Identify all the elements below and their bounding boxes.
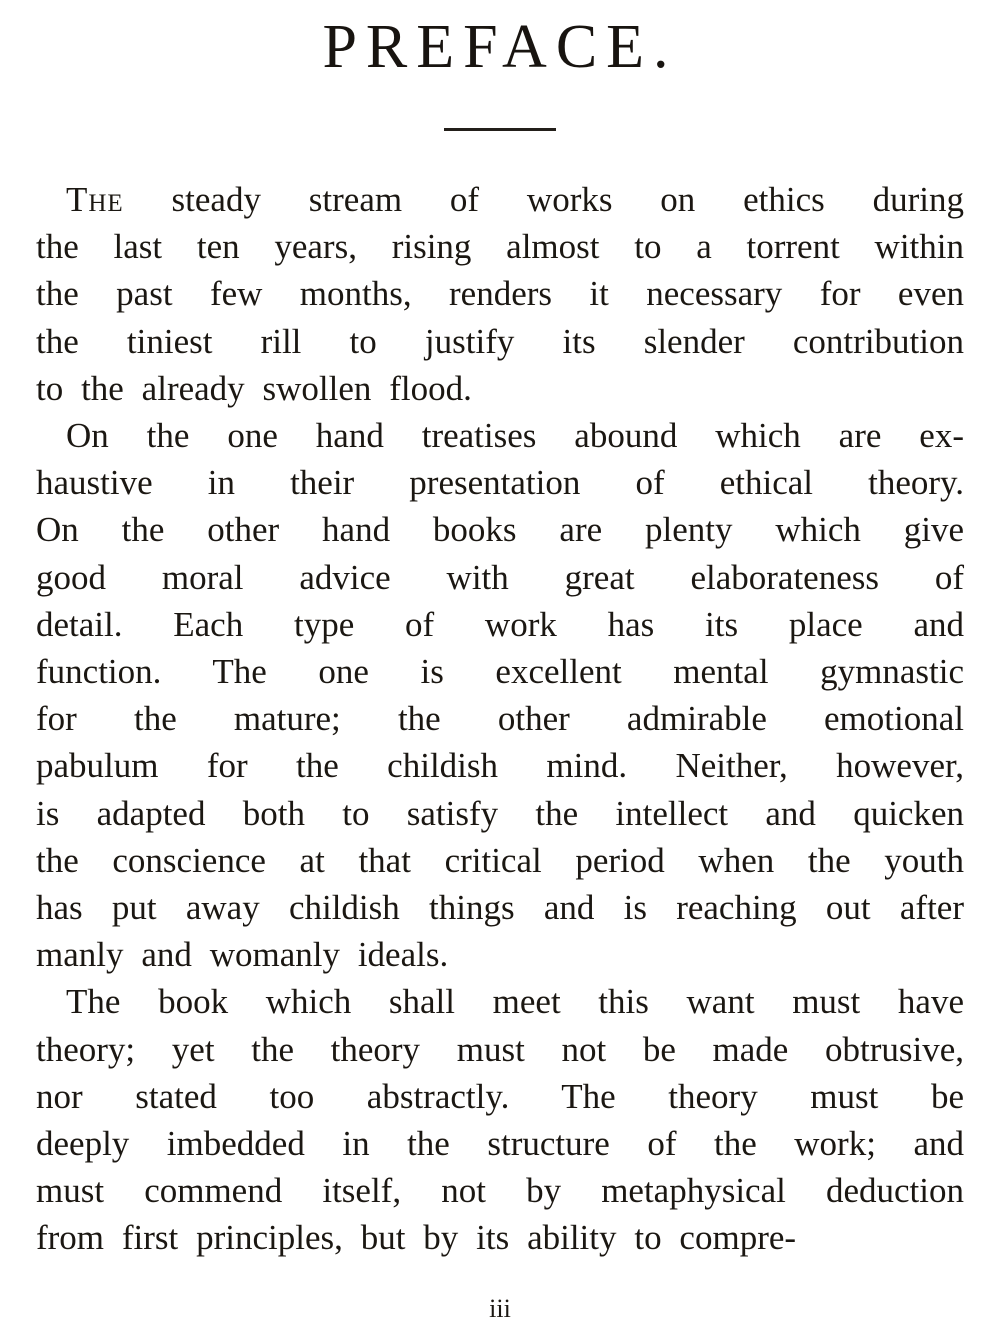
text-line: the past few months, renders it necessary for even — [36, 274, 964, 314]
text-line: theory; yet the theory must not be made obtrusive, — [36, 1029, 964, 1069]
text-line: deeply imbedded in the structure of the work; and — [36, 1124, 964, 1164]
smallcaps-word: The — [66, 180, 124, 219]
text-line: the last ten years, rising almost to a torrent within — [36, 227, 964, 267]
paragraph — [36, 412, 964, 978]
text-line: pabulum for the childish mind. Neither, however, — [36, 746, 964, 786]
page-title: PREFACE. — [322, 13, 678, 81]
preface-text — [36, 176, 964, 1262]
text-line: is adapted both to satisfy the intellect and quicken — [36, 793, 964, 833]
text-line: function. The one is excellent mental gymnastic — [36, 652, 964, 692]
text-line: On the one hand treatises abound which are ex- — [66, 416, 964, 456]
text-line: for the mature; the other admirable emotional — [36, 699, 964, 739]
paragraph — [36, 978, 964, 1261]
text-line: The steady stream of works on ethics during — [66, 180, 964, 219]
text-line: manly and womanly ideals. — [36, 935, 449, 975]
text-line: haustive in their presentation of ethical theory. — [36, 463, 964, 503]
text-line: must commend itself, not by metaphysical deduction — [36, 1171, 964, 1211]
paragraph — [36, 176, 964, 412]
text-line: has put away childish things and is reaching out after — [36, 888, 964, 928]
text-line: to the already swollen flood. — [36, 368, 472, 408]
text-line: the conscience at that critical period when the youth — [36, 840, 964, 880]
text-line: The book which shall meet this want must have — [66, 982, 964, 1022]
title-divider — [444, 128, 556, 131]
text-line: good moral advice with great elaborateness of — [36, 557, 964, 597]
text-line: nor stated too abstractly. The theory must be — [36, 1076, 964, 1116]
text-line: the tiniest rill to justify its slender contribution — [36, 321, 964, 361]
text-line: On the other hand books are plenty which give — [36, 510, 964, 550]
text-line: from first principles, but by its ability to compre- — [36, 1218, 797, 1258]
page-number: iii — [489, 1294, 511, 1323]
text-line: detail. Each type of work has its place and — [36, 604, 964, 644]
